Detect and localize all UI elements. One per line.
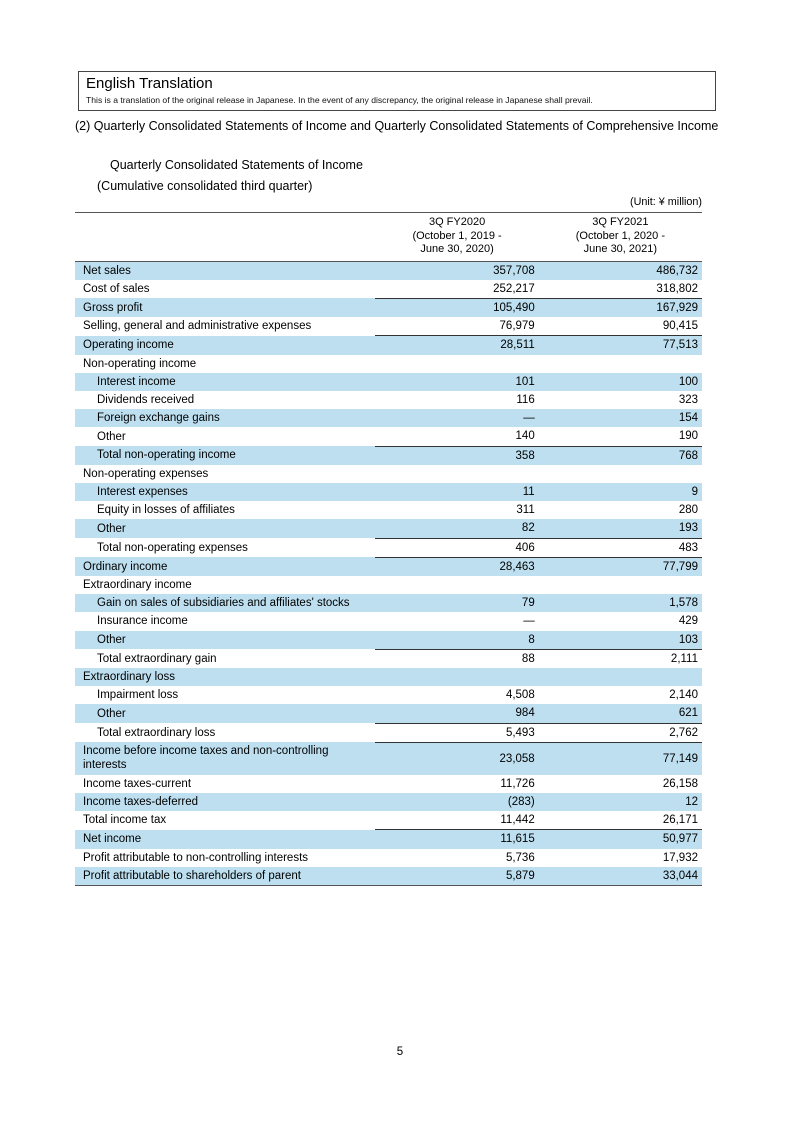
value-fy2020 — [375, 576, 538, 594]
value-fy2020: 82 — [375, 519, 538, 538]
value-fy2020: 311 — [516, 504, 535, 517]
value-fy2020: 5,493 — [375, 723, 538, 742]
value-fy2020: 8 — [375, 631, 538, 650]
value-fy2021: 486,732 — [656, 264, 698, 277]
row-label: Selling, general and administrative expenses — [83, 320, 312, 333]
value-fy2021: 9 — [691, 485, 698, 498]
table-row — [75, 668, 702, 686]
row-label: Net sales — [83, 264, 131, 277]
value-fy2021: 154 — [678, 412, 698, 425]
income-statement-table — [75, 212, 702, 886]
row-label: Interest expenses — [97, 485, 188, 498]
value-fy2020: 105,490 — [493, 301, 535, 314]
statement-title: Quarterly Consolidated Statements of Income — [110, 158, 363, 172]
table-row — [75, 317, 702, 336]
table-row — [75, 427, 702, 446]
value-fy2021: 50,977 — [662, 833, 698, 846]
value-fy2020: 357,708 — [493, 264, 535, 277]
value-fy2021: 483 — [539, 538, 702, 557]
value-fy2021: 90,415 — [539, 317, 702, 336]
table-row — [75, 336, 702, 355]
row-label: Insurance income — [97, 615, 188, 628]
row-label: Cost of sales — [83, 282, 150, 295]
column-period-fy2021-line1: (October 1, 2020 - — [575, 229, 665, 242]
value-fy2021: 280 — [678, 504, 698, 517]
value-fy2020: 358 — [515, 449, 535, 462]
value-fy2021: 77,799 — [662, 560, 698, 573]
row-label: Other — [97, 633, 126, 646]
value-fy2020: 101 — [515, 375, 535, 388]
value-fy2021 — [539, 355, 702, 373]
table-row — [75, 446, 702, 465]
column-header-items — [75, 213, 375, 262]
row-label: Income taxes-current — [83, 777, 192, 790]
table-row — [75, 867, 702, 886]
value-fy2021: 167,929 — [656, 301, 698, 314]
row-label: Interest income — [97, 375, 176, 388]
row-label: Non-operating income — [83, 357, 197, 370]
value-fy2020: 23,058 — [499, 752, 535, 765]
row-label: Total extraordinary loss — [97, 726, 216, 739]
table-row — [75, 742, 702, 774]
table-row — [75, 612, 702, 630]
value-fy2020: ― — [523, 412, 535, 425]
table-header — [75, 213, 702, 262]
value-fy2021: 33,044 — [539, 867, 702, 886]
column-period-fy2021-line2: June 30, 2021) — [583, 243, 658, 255]
value-fy2020: 11 — [522, 485, 535, 498]
value-fy2021: 26,171 — [539, 811, 702, 830]
page-number: 5 — [396, 1046, 404, 1058]
table-row — [75, 501, 702, 519]
column-header-fy2020 — [375, 213, 538, 262]
statement-subtitle: (Cumulative consolidated third quarter) — [97, 179, 313, 193]
row-label: Other — [97, 430, 126, 443]
value-fy2021: 2,762 — [539, 723, 702, 742]
table-row — [75, 519, 702, 538]
value-fy2020: 28,463 — [499, 560, 535, 573]
table-row — [75, 355, 702, 373]
value-fy2020: 79 — [521, 597, 535, 610]
value-fy2020: ― — [523, 615, 535, 628]
translation-title: English Translation — [86, 75, 213, 92]
value-fy2021: 100 — [678, 375, 698, 388]
value-fy2021: 103 — [539, 631, 702, 650]
table-row — [75, 576, 702, 594]
row-label: Equity in losses of affiliates — [97, 504, 235, 517]
value-fy2020: 4,508 — [505, 689, 535, 702]
table-row — [75, 811, 702, 830]
section-heading: (2) Quarterly Consolidated Statements of Income and Quarterly Consolidated Statements of Comprehensive Income — [75, 119, 719, 133]
value-fy2020: 88 — [521, 652, 535, 665]
value-fy2020: 5,879 — [375, 867, 538, 886]
row-label: Foreign exchange gains — [97, 412, 220, 425]
value-fy2020: (283) — [507, 795, 535, 808]
table-body — [75, 261, 702, 885]
unit-note: (Unit: ¥ million) — [630, 196, 702, 208]
table-row — [75, 594, 702, 612]
value-fy2020: 11,615 — [500, 833, 535, 846]
value-fy2020: 252,217 — [375, 280, 538, 299]
value-fy2020: 76,979 — [375, 317, 538, 336]
row-label: Extraordinary loss — [83, 670, 176, 683]
value-fy2020: 11,442 — [375, 811, 538, 830]
row-label: Impairment loss — [97, 689, 179, 702]
value-fy2020: 984 — [375, 704, 538, 723]
table-row — [75, 686, 702, 704]
value-fy2021: 190 — [539, 427, 702, 446]
value-fy2021: 2,111 — [670, 652, 698, 665]
value-fy2021: 318,802 — [539, 280, 702, 299]
table-row — [75, 298, 702, 317]
value-fy2021 — [539, 576, 702, 594]
value-fy2020: 11,726 — [500, 777, 535, 790]
row-label: Income taxes-deferred — [83, 795, 199, 808]
column-period-fy2020-line1: (October 1, 2019 - — [412, 229, 502, 242]
value-fy2021: 429 — [678, 615, 698, 628]
row-label: Ordinary income — [83, 560, 168, 573]
table-row — [75, 775, 702, 793]
column-header-fy2021 — [539, 213, 702, 262]
value-fy2021: 1,578 — [669, 597, 698, 610]
translation-note: This is a translation of the original release in Japanese. In the event of any discrepancy, the original release in Japanese shall prevail. — [86, 95, 593, 105]
table-row — [75, 373, 702, 391]
english-translation-box — [78, 71, 716, 111]
value-fy2021: 77,149 — [662, 752, 698, 765]
row-label: Non-operating expenses — [83, 467, 209, 480]
value-fy2021: 193 — [539, 519, 702, 538]
row-label: Extraordinary income — [83, 578, 192, 591]
table-row — [75, 723, 702, 742]
value-fy2020: 406 — [375, 538, 538, 557]
table-row — [75, 557, 702, 576]
column-title-fy2021: 3Q FY2021 — [592, 216, 649, 228]
row-label: Gain on sales of subsidiaries and affiliates' stocks — [97, 597, 350, 610]
value-fy2021 — [539, 668, 702, 686]
table-row — [75, 465, 702, 483]
column-title-fy2020: 3Q FY2020 — [428, 216, 486, 228]
value-fy2020 — [375, 355, 538, 373]
value-fy2021: 77,513 — [662, 339, 698, 352]
value-fy2020: 116 — [516, 393, 535, 406]
value-fy2021: 621 — [539, 704, 702, 723]
value-fy2021: 768 — [678, 449, 698, 462]
value-fy2021 — [539, 465, 702, 483]
row-label: Total non-operating expenses — [97, 541, 248, 554]
row-label: Operating income — [83, 339, 174, 352]
table-row — [75, 538, 702, 557]
row-label: Total income tax — [83, 814, 167, 827]
value-fy2020 — [375, 465, 538, 483]
row-label: Profit attributable to non-controlling interests — [83, 851, 309, 864]
table-row — [75, 649, 702, 668]
value-fy2021: 323 — [678, 393, 698, 406]
row-label: Gross profit — [83, 301, 143, 314]
value-fy2021: 2,140 — [669, 689, 698, 702]
table-row — [75, 261, 702, 280]
column-period-fy2020-line2: June 30, 2020) — [420, 243, 494, 255]
value-fy2020 — [375, 668, 538, 686]
value-fy2021: 26,158 — [662, 777, 698, 790]
row-label: Total non-operating income — [97, 449, 236, 462]
row-label: Other — [97, 522, 126, 535]
value-fy2021: 17,932 — [662, 851, 698, 864]
value-fy2020: 5,736 — [505, 851, 535, 864]
table-row — [75, 631, 702, 650]
table-row — [75, 830, 702, 849]
value-fy2020: 140 — [375, 427, 538, 446]
row-label: Total extraordinary gain — [97, 652, 217, 665]
row-label: Profit attributable to shareholders of parent — [75, 867, 375, 886]
row-label: Other — [97, 707, 126, 720]
row-label: Net income — [83, 833, 142, 846]
value-fy2020: 28,511 — [500, 339, 535, 352]
table-row — [75, 704, 702, 723]
table-row — [75, 483, 702, 501]
value-fy2021: 12 — [685, 795, 698, 808]
table-header-row — [75, 213, 702, 262]
table-row — [75, 849, 702, 867]
table-row — [75, 391, 702, 409]
table-row — [75, 280, 702, 299]
row-label: Income before income taxes and non-controlling interests — [83, 745, 329, 772]
row-label: Dividends received — [97, 393, 195, 406]
table-row — [75, 409, 702, 427]
table-row — [75, 793, 702, 811]
